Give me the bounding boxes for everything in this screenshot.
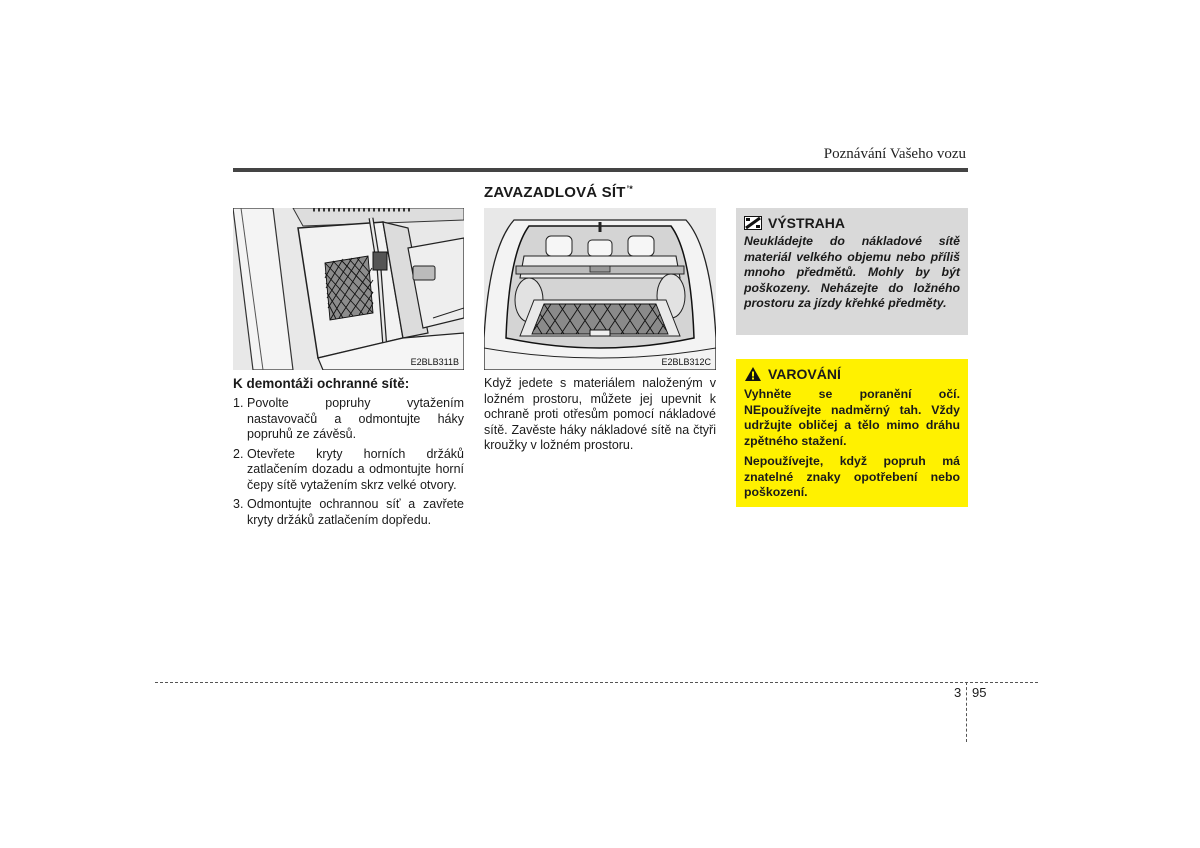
- figure-cargo-net: [484, 208, 716, 370]
- removal-steps: [233, 396, 464, 532]
- prohibition-icon: [744, 216, 762, 230]
- list-item: [233, 396, 464, 443]
- section-title: [484, 184, 633, 201]
- caution-paragraph: Vyhněte se poranění očí. NEpoužívejte nadměrný tah. Vždy udržujte obličej a tělo mimo dráhu zpětného stažení.: [744, 387, 960, 448]
- figure-rear-seat-net: [233, 208, 464, 370]
- section-title-text: ZAVAZADLOVÁ SÍT: [484, 184, 626, 201]
- section-title-mark: ’*: [626, 184, 634, 194]
- step-number: 2.: [233, 446, 244, 461]
- warning-text: Neukládejte do nákladové sítě materiál velkého objemu nebo příliš mnoho předmětů. Mohly by být poškozeny. Neházejte do ložného prostoru za jízdy křehké předměty.: [744, 234, 960, 310]
- step-number: 3.: [233, 497, 244, 511]
- warning-title: VÝSTRAHA: [768, 215, 846, 231]
- rear-seat-net-illustration: [233, 208, 464, 370]
- caution-header: [744, 366, 960, 382]
- list-item: [233, 447, 464, 494]
- removal-heading: K demontáži ochranné sítě:: [233, 376, 410, 391]
- step-text: Otevřete kryty horních držáků zatlačením dozadu a odmontujte horní čepy sítě vytažením skrz velké otvory.: [247, 446, 464, 492]
- figure-code: E2BLB312C: [661, 357, 711, 367]
- running-header: Poznávání Vašeho vozu: [823, 146, 966, 162]
- cargo-net-description: Když jedete s materiálem naloženým v ložném prostoru, můžete jej upevnit k ochraně proti otřesům pomocí nákladové sítě. Zavěste háky nákladové sítě na čtyři kroužky v ložném prostoru.: [484, 376, 716, 452]
- step-number: 1.: [233, 396, 244, 410]
- cargo-net-illustration: [484, 208, 716, 370]
- caution-paragraph: Nepoužívejte, když popruh má znatelné znaky opotřebení nebo poškození.: [744, 454, 960, 499]
- footer-divider: [966, 682, 967, 742]
- chapter-number: 3: [954, 685, 962, 700]
- caution-box: [736, 359, 968, 507]
- step-text: Povolte popruhy vytažením nastavovačů a odmontujte háky popruhů ze závěsů.: [247, 396, 464, 441]
- header-rule: [233, 168, 968, 172]
- warning-box: [736, 208, 968, 335]
- caution-title: VAROVÁNÍ: [768, 366, 841, 382]
- warning-triangle-icon: [744, 366, 762, 382]
- footer-rule: [155, 682, 1038, 683]
- page-number: 95: [972, 685, 987, 700]
- warning-header: [744, 215, 960, 231]
- figure-code: E2BLB311B: [410, 357, 459, 367]
- net-pocket: [325, 256, 373, 320]
- step-text: Odmontujte ochrannou síť a zavřete kryty držáků zatlačením dopředu.: [247, 497, 464, 527]
- list-item: [233, 497, 464, 528]
